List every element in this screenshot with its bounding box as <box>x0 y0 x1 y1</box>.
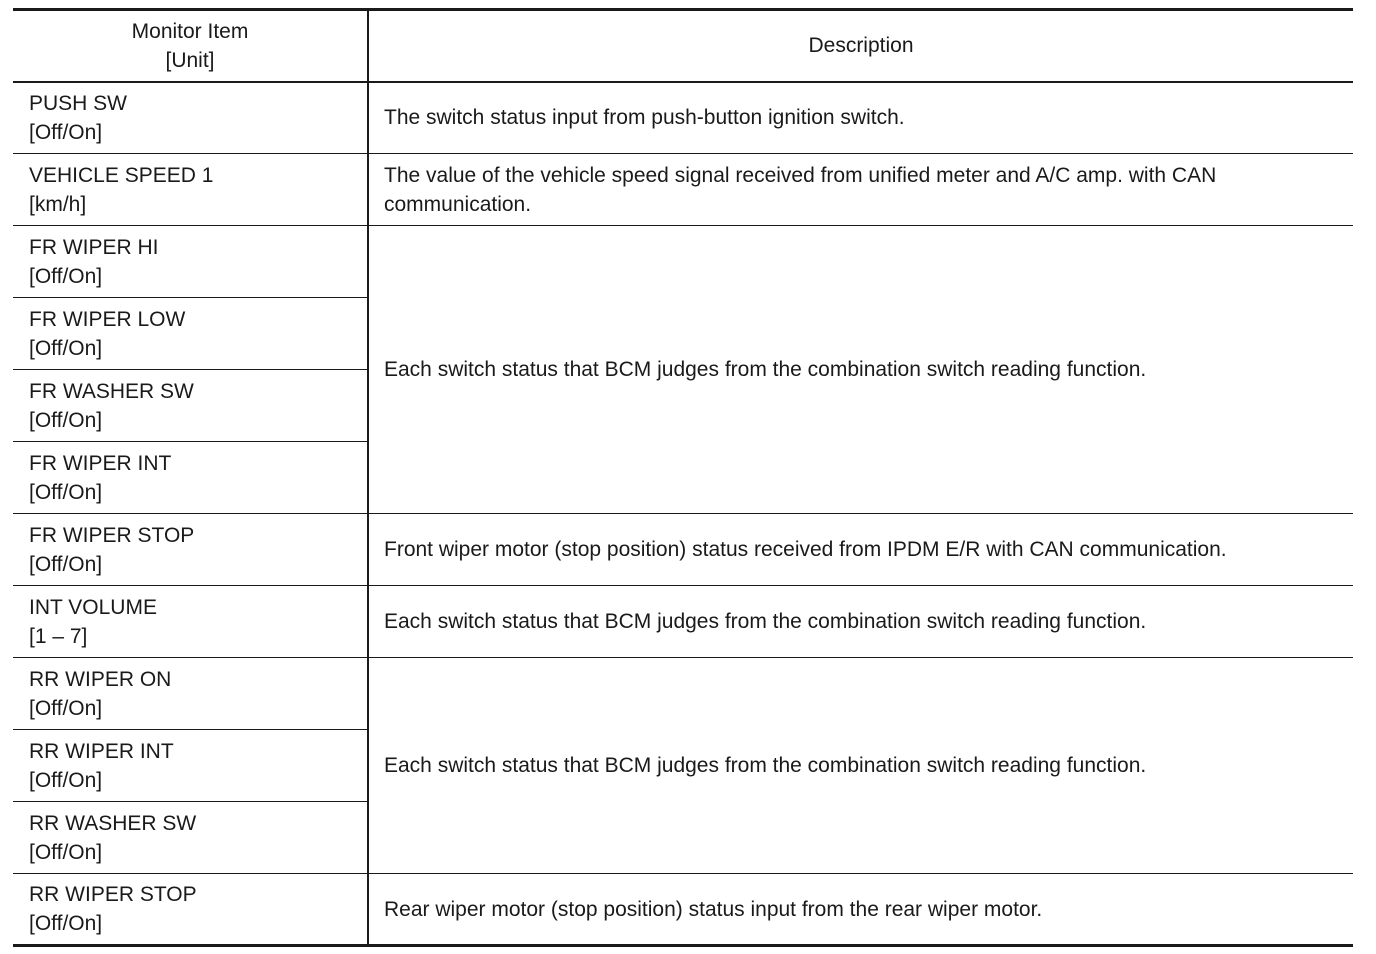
table-row <box>13 226 1353 298</box>
monitor-item-cell <box>13 586 368 658</box>
monitor-item-name: FR WIPER LOW <box>29 307 186 331</box>
monitor-item-name: RR WASHER SW <box>29 811 197 835</box>
monitor-item-unit: [1 – 7] <box>29 624 88 648</box>
description-cell <box>368 514 1353 586</box>
table-row <box>13 514 1353 586</box>
monitor-item-cell <box>13 658 368 730</box>
description-text: Front wiper motor (stop position) status received from IPDM E/R with CAN communication. <box>384 538 1227 561</box>
description-text: The value of the vehicle speed signal received from unified meter and A/C amp. with CAN communication. <box>384 163 1217 216</box>
table-row <box>13 154 1353 226</box>
monitor-item-name: FR WIPER HI <box>29 235 159 259</box>
monitor-item-cell <box>13 82 368 154</box>
monitor-item-unit: [Off/On] <box>29 840 103 864</box>
table-row <box>13 586 1353 658</box>
table-row <box>13 874 1353 946</box>
monitor-item-name: VEHICLE SPEED 1 <box>29 163 214 187</box>
description-text: The switch status input from push-button ignition switch. <box>384 106 905 130</box>
description-text: Rear wiper motor (stop position) status input from the rear wiper motor. <box>384 897 1043 921</box>
description-cell <box>368 226 1353 514</box>
monitor-item-cell <box>13 298 368 370</box>
monitor-item-table <box>13 8 1353 947</box>
monitor-item-cell <box>13 802 368 874</box>
monitor-item-unit: [Off/On] <box>29 120 103 144</box>
monitor-item-cell <box>13 730 368 802</box>
monitor-item-unit: [Off/On] <box>29 408 103 432</box>
monitor-item-cell <box>13 514 368 586</box>
monitor-item-cell <box>13 874 368 946</box>
description-cell <box>368 82 1353 154</box>
description-cell <box>368 658 1353 874</box>
description-cell <box>368 154 1353 226</box>
monitor-item-unit: [Off/On] <box>29 480 103 504</box>
monitor-item-unit: [Off/On] <box>29 696 103 720</box>
monitor-item-name: PUSH SW <box>29 91 128 115</box>
header-unit-label: [Unit] <box>165 48 215 72</box>
monitor-item-cell <box>13 442 368 514</box>
table-body <box>13 82 1353 946</box>
monitor-item-unit: [Off/On] <box>29 912 103 935</box>
table-row <box>13 82 1353 154</box>
monitor-item-name: FR WASHER SW <box>29 379 194 403</box>
monitor-item-name: RR WIPER ON <box>29 667 172 691</box>
monitor-item-name: FR WIPER INT <box>29 451 172 475</box>
monitor-item-cell <box>13 370 368 442</box>
header-description: Description <box>368 10 1353 82</box>
monitor-item-name: FR WIPER STOP <box>29 523 195 547</box>
header-monitor-item <box>13 10 368 82</box>
table-row <box>13 658 1353 730</box>
monitor-item-unit: [km/h] <box>29 192 87 216</box>
monitor-item-unit: [Off/On] <box>29 336 103 360</box>
description-cell <box>368 874 1353 946</box>
monitor-item-unit: [Off/On] <box>29 768 103 792</box>
monitor-item-unit: [Off/On] <box>29 552 103 576</box>
monitor-item-name: INT VOLUME <box>29 595 157 619</box>
description-text: Each switch status that BCM judges from the combination switch reading function. <box>384 358 1147 381</box>
monitor-item-name: RR WIPER INT <box>29 739 174 763</box>
description-text: Each switch status that BCM judges from the combination switch reading function. <box>384 610 1147 633</box>
monitor-item-name: RR WIPER STOP <box>29 883 197 906</box>
monitor-item-cell <box>13 154 368 226</box>
header-monitor-item-label: Monitor Item <box>131 19 249 43</box>
monitor-item-unit: [Off/On] <box>29 264 103 288</box>
description-text: Each switch status that BCM judges from the combination switch reading function. <box>384 754 1147 777</box>
table-header-row <box>13 10 1353 82</box>
description-cell <box>368 586 1353 658</box>
monitor-item-cell <box>13 226 368 298</box>
